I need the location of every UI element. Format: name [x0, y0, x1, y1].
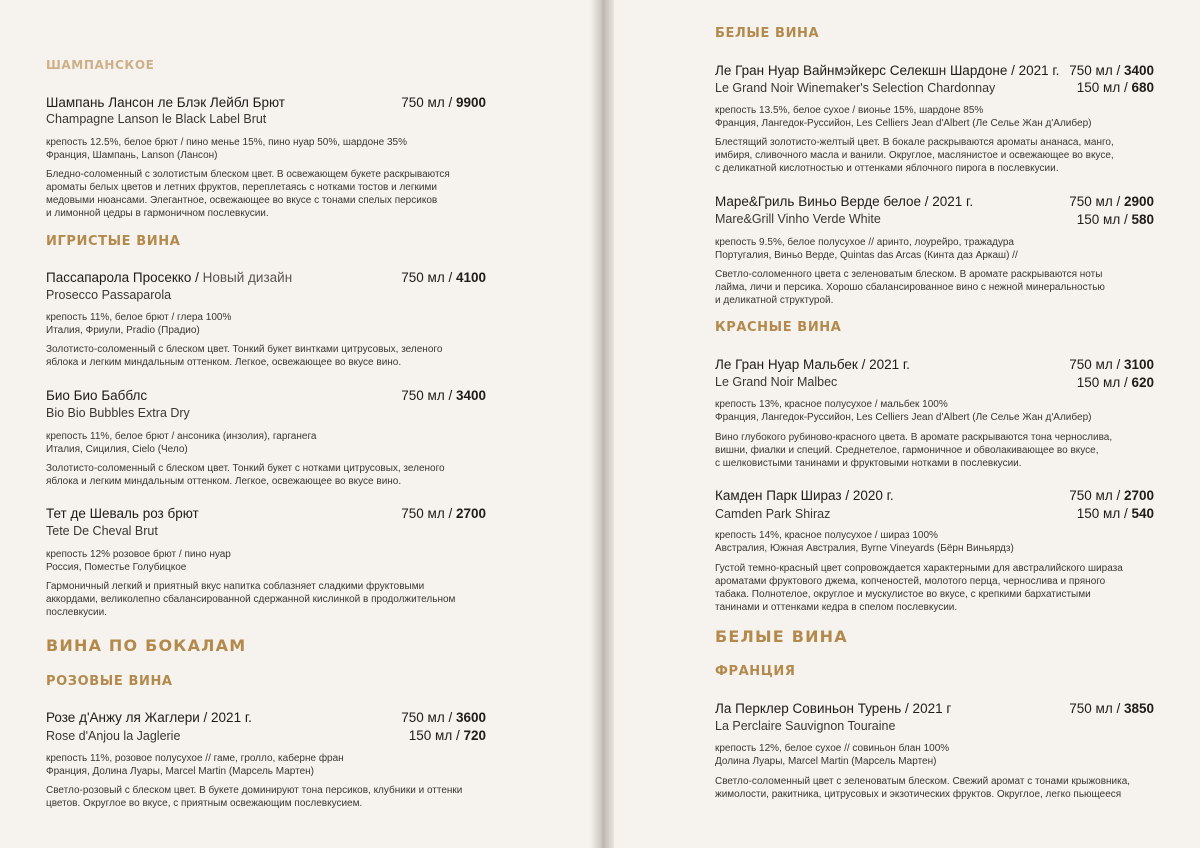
- wine-name: Тет де Шеваль роз брют: [46, 506, 199, 521]
- wine-price: 750 мл / 3400: [401, 388, 486, 403]
- wine-price-bottle: 750 мл / 2900: [1069, 194, 1154, 209]
- wine-spec: крепость 12.5%, белое брют / пино менье 15%, пино нуар 50%, шардоне 35%: [46, 137, 408, 148]
- wine-latin-name: Bio Bio Bubbles Extra Dry: [46, 406, 190, 420]
- section-title-france: ФРАНЦИЯ: [715, 664, 796, 679]
- wine-spec: крепость 13.5%, белое сухое / вионье 15%, шардоне 85%: [715, 105, 984, 116]
- wine-spec: крепость 14%, красное полусухое / шираз 100%: [715, 530, 938, 541]
- wine-origin: Франция, Лангедок-Руссийон, Les Celliers Jean d'Albert (Ле Селье Жан д'Алибер): [715, 118, 1092, 129]
- wine-origin: Италия, Фриули, Pradio (Прадио): [46, 325, 200, 336]
- wine-spec: крепость 11%, белое брют / глера 100%: [46, 312, 232, 323]
- wine-price: 750 мл / 3850: [1069, 701, 1154, 716]
- wine-description: Светло-соломенного цвета с зеленоватым блеском. В аромате раскрываются ноты лайма, личи и персика. Хорошо сбалансированное вино с нежной минеральностью и деликатной структурой.: [715, 269, 1105, 306]
- wine-description: Золотисто-соломенный с блеском цвет. Тонкий букет с нотками цитрусовых, зеленого яблока и легким миндальным оттенком. Легкое, освежающее во вкусе вино.: [46, 463, 445, 487]
- wine-latin-name: Camden Park Shiraz: [715, 507, 831, 521]
- wine-price-glass: 150 мл / 680: [1076, 80, 1154, 95]
- wine-price: 750 мл / 2700: [401, 506, 486, 521]
- wine-name: Био Био Бабблс: [46, 388, 148, 403]
- wine-name: Камден Парк Шираз / 2020 г.: [715, 488, 894, 503]
- wine-price-glass: 150 мл / 580: [1076, 212, 1154, 227]
- wine-origin: Россия, Поместье Голубицкое: [46, 562, 187, 573]
- wine-name: Маре&Гриль Виньо Верде белое / 2021 г.: [715, 194, 974, 209]
- wine-latin-name: Rose d'Anjou la Jaglerie: [46, 729, 181, 743]
- wine-description: Светло-соломенный цвет с зеленоватым блеском. Свежий аромат с тонами крыжовника, жимолости, ракитника, цитрусовых и экзотических фруктов. Округлое, легко пьющееся: [715, 776, 1131, 800]
- wine-description: Светло-розовый с блеском цвет. В букете доминируют тона персиков, клубники и оттенки цветов. Округлое во вкусе, с приятным освежающим послевкусием.: [46, 785, 463, 809]
- wine-price: 750 мл / 9900: [401, 95, 486, 110]
- wine-price-glass: 150 мл / 540: [1076, 506, 1154, 521]
- wine-origin: Австралия, Южная Австралия, Byrne Vineyards (Бёрн Виньярдз): [715, 543, 1014, 554]
- wine-latin-name: La Perclaire Sauvignon Touraine: [715, 719, 896, 733]
- wine-spec: крепость 9.5%, белое полусухое // аринто, лоурейро, тражадура: [715, 237, 1014, 248]
- wine-origin: Франция, Лангедок-Руссийон, Les Celliers Jean d'Albert (Ле Селье Жан д'Алибер): [715, 412, 1092, 423]
- section-title-white-big: БЕЛЫЕ ВИНА: [715, 627, 848, 646]
- section-title-rose: РОЗОВЫЕ ВИНА: [46, 674, 173, 689]
- menu-page-right: [604, 0, 1200, 848]
- section-title-white: БЕЛЫЕ ВИНА: [715, 26, 820, 41]
- wine-spec: крепость 11%, розовое полусухое // гаме, гролло, каберне фран: [46, 753, 344, 764]
- wine-spec: крепость 12% розовое брют / пино нуар: [46, 549, 231, 560]
- wine-description: Гармоничный легкий и приятный вкус напитка соблазняет сладкими фруктовыми аккордами, великолепно сбалансированной сдержанной кислинкой в продолжительном послевкусии.: [46, 581, 456, 618]
- wine-origin: Долина Луары, Marcel Martin (Марсель Мартен): [715, 756, 937, 767]
- wine-latin-name: Mare&Grill Vinho Verde White: [715, 212, 881, 226]
- wine-description: Блестящий золотисто-желтый цвет. В бокале раскрываются ароматы ананаса, манго, имбиря, сливочного масла и ванили. Округлое, маслянистое и освежающее во вкусе, с деликатной кислотностью и оттенками яблочного пирога в послевкусии.: [715, 137, 1114, 174]
- wine-name: Ле Гран Нуар Мальбек / 2021 г.: [715, 357, 910, 372]
- wine-origin: Франция, Шампань, Lanson (Лансон): [46, 150, 218, 161]
- wine-name: Розе д'Анжу ля Жаглери / 2021 г.: [46, 710, 252, 725]
- wine-origin: Португалия, Виньо Верде, Quintas das Arcas (Кинта даз Аркаш) //: [715, 250, 1018, 261]
- wine-latin-name: Champagne Lanson le Black Label Brut: [46, 112, 267, 126]
- wine-name: Пассапарола Просекко / Новый дизайн: [46, 270, 293, 285]
- wine-spec: крепость 13%, красное полусухое / мальбек 100%: [715, 399, 948, 410]
- wine-latin-name: Tete De Cheval Brut: [46, 524, 158, 538]
- wine-description: Золотисто-соломенный с блеском цвет. Тонкий букет винтками цитрусовых, зеленого яблока и легким миндальным оттенком. Легкое, освежающее во вкусе вино.: [46, 344, 443, 368]
- wine-price: 750 мл / 4100: [401, 270, 486, 285]
- wine-name: Шампань Лансон ле Блэк Лейбл Брют: [46, 95, 285, 110]
- wine-latin-name: Le Grand Noir Malbec: [715, 375, 838, 389]
- wine-price-bottle: 750 мл / 3400: [1069, 63, 1154, 78]
- wine-spec: крепость 12%, белое сухое // совиньон блан 100%: [715, 743, 950, 754]
- wine-origin: Италия, Сицилия, Cielo (Чело): [46, 444, 188, 455]
- wine-description: Вино глубокого рубиново-красного цвета. В аромате раскрываются тона чернослива, вишни, фиалки и специй. Среднетелое, гармоничное и обволакивающее во вкусе, с шелковистыми танинами и фруктовыми нотками в послевкусии.: [715, 432, 1113, 469]
- wine-price-bottle: 750 мл / 3600: [401, 710, 486, 725]
- wine-spec: крепость 11%, белое брют / ансоника (инзолия), гарганега: [46, 431, 317, 442]
- wine-price-bottle: 750 мл / 3100: [1069, 357, 1154, 372]
- wine-description: Бледно-соломенный с золотистым блеском цвет. В освежающем букете раскрываются ароматы белых цветов и летних фруктов, переплетаясь с нотками тостов и легкими медовыми нюансами. Элегантное, освежающее во вкусе с тонами спелых персиков и лимонной цедры в гармоничном послевкусии.: [46, 169, 450, 219]
- wine-price-glass: 150 мл / 720: [408, 728, 486, 743]
- wine-origin: Франция, Долина Луары, Marcel Martin (Марсель Мартен): [46, 766, 314, 777]
- book-spine-gutter: [590, 0, 614, 848]
- section-title-by-glass: ВИНА ПО БОКАЛАМ: [46, 636, 247, 655]
- section-title-sparkling: ИГРИСТЫЕ ВИНА: [46, 234, 181, 249]
- wine-name: Ле Гран Нуар Вайнмэйкерс Селекшн Шардоне / 2021 г.: [715, 63, 1060, 78]
- section-title-red: КРАСНЫЕ ВИНА: [715, 320, 842, 335]
- wine-price-glass: 150 мл / 620: [1076, 375, 1154, 390]
- wine-description: Густой темно-красный цвет сопровождается характерными для австралийского шираза ароматами фруктового джема, копченостей, молотого перца, чернослива и пряного табака. Полнотелое, округлое и мускулистое во вкусе, с крепкими бархатистыми танинами и оттенками кедра в спелом послевкусии.: [715, 563, 1123, 613]
- menu-page-left: [0, 0, 598, 848]
- wine-name: Ла Перклер Совиньон Турень / 2021 г: [715, 701, 952, 716]
- section-title-champagne: ШАМПАНСКОЕ: [46, 58, 155, 72]
- wine-latin-name: Prosecco Passaparola: [46, 288, 172, 302]
- wine-price-bottle: 750 мл / 2700: [1069, 488, 1154, 503]
- wine-latin-name: Le Grand Noir Winemaker's Selection Chardonnay: [715, 81, 996, 95]
